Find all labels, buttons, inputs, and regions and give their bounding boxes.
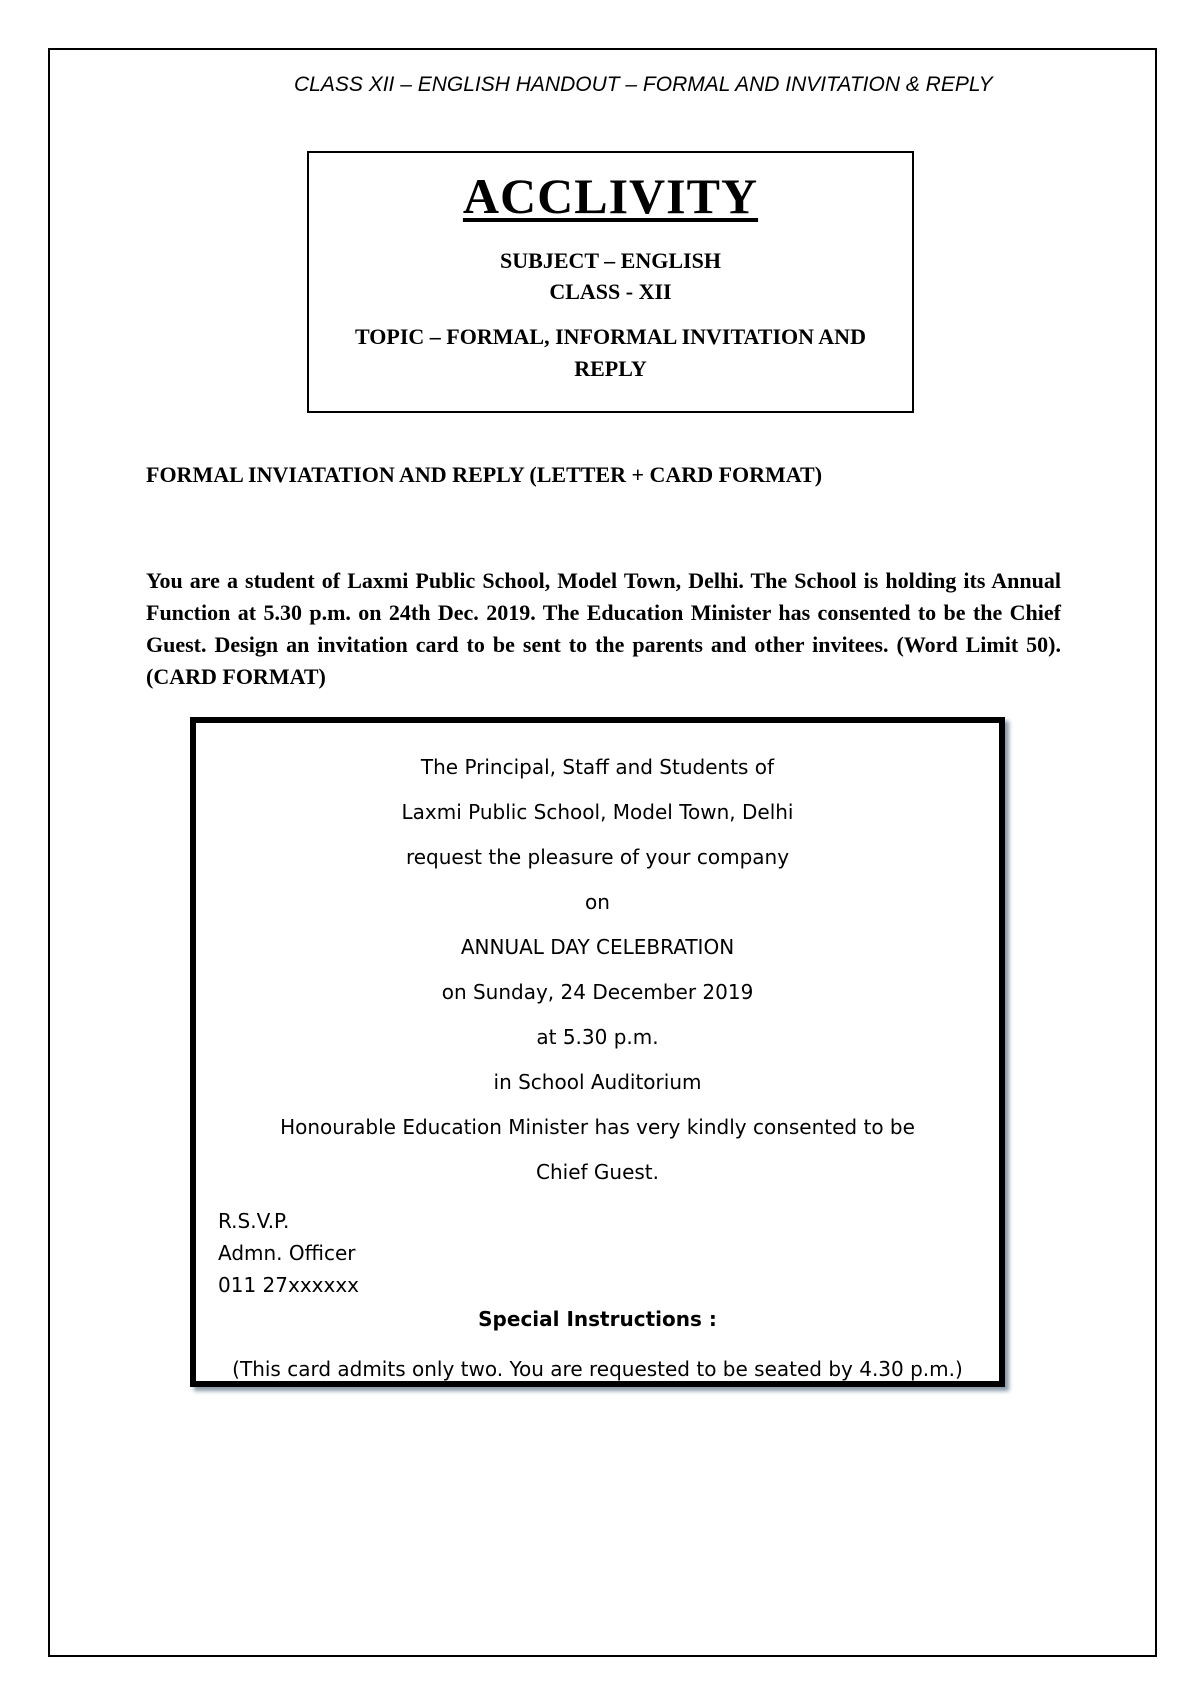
card-line: in School Auditorium [493, 1070, 702, 1094]
special-instructions-text: (This card admits only two. You are requested to be seated by 4.30 p.m.) [232, 1357, 963, 1381]
section-heading: FORMAL INVIATATION AND REPLY (LETTER + CARD FORMAT) [146, 462, 823, 487]
topic-line: TOPIC – FORMAL, INFORMAL INVITATION AND REPLY [355, 324, 866, 381]
card-line: request the pleasure of your company [405, 845, 790, 869]
invitation-body [196, 745, 999, 1195]
card-line: on Sunday, 24 December 2019 [441, 980, 754, 1004]
card-line: Chief Guest. [536, 1160, 659, 1184]
class-line: CLASS - XII [549, 279, 672, 304]
rsvp-block [196, 1205, 999, 1301]
special-instructions-label: Special Instructions : [478, 1307, 717, 1331]
card-line: on [585, 890, 610, 914]
card-line: The Principal, Staff and Students of [420, 755, 775, 779]
card-line: Honourable Education Minister has very kindly consented to be [280, 1115, 915, 1139]
card-line: Laxmi Public School, Model Town, Delhi [401, 800, 794, 824]
subject-line: SUBJECT – ENGLISH [500, 248, 721, 273]
rsvp-contact: Admn. Officer [218, 1241, 356, 1265]
card-line: at 5.30 p.m. [536, 1025, 659, 1049]
rsvp-label: R.S.V.P. [218, 1209, 290, 1233]
card-line: ANNUAL DAY CELEBRATION [460, 935, 735, 959]
brand-title: ACCLIVITY [462, 168, 759, 224]
question-text: You are a student of Laxmi Public School, Model Town, Delhi. The School is holding its Annual Function at 5.30 p.m. on 24th Dec. 2019. The Education Minister has consented to be the Chief Guest. Design an invitation card to be sent to the parents and other invitees. (Word Limit 50). (CARD FORMAT) [146, 568, 1061, 689]
running-header: CLASS XII – ENGLISH HANDOUT – FORMAL AND INVITATION & REPLY [294, 73, 993, 96]
rsvp-phone: 011 27xxxxxx [218, 1273, 359, 1297]
title-box [307, 151, 914, 413]
invitation-card [190, 717, 1005, 1387]
